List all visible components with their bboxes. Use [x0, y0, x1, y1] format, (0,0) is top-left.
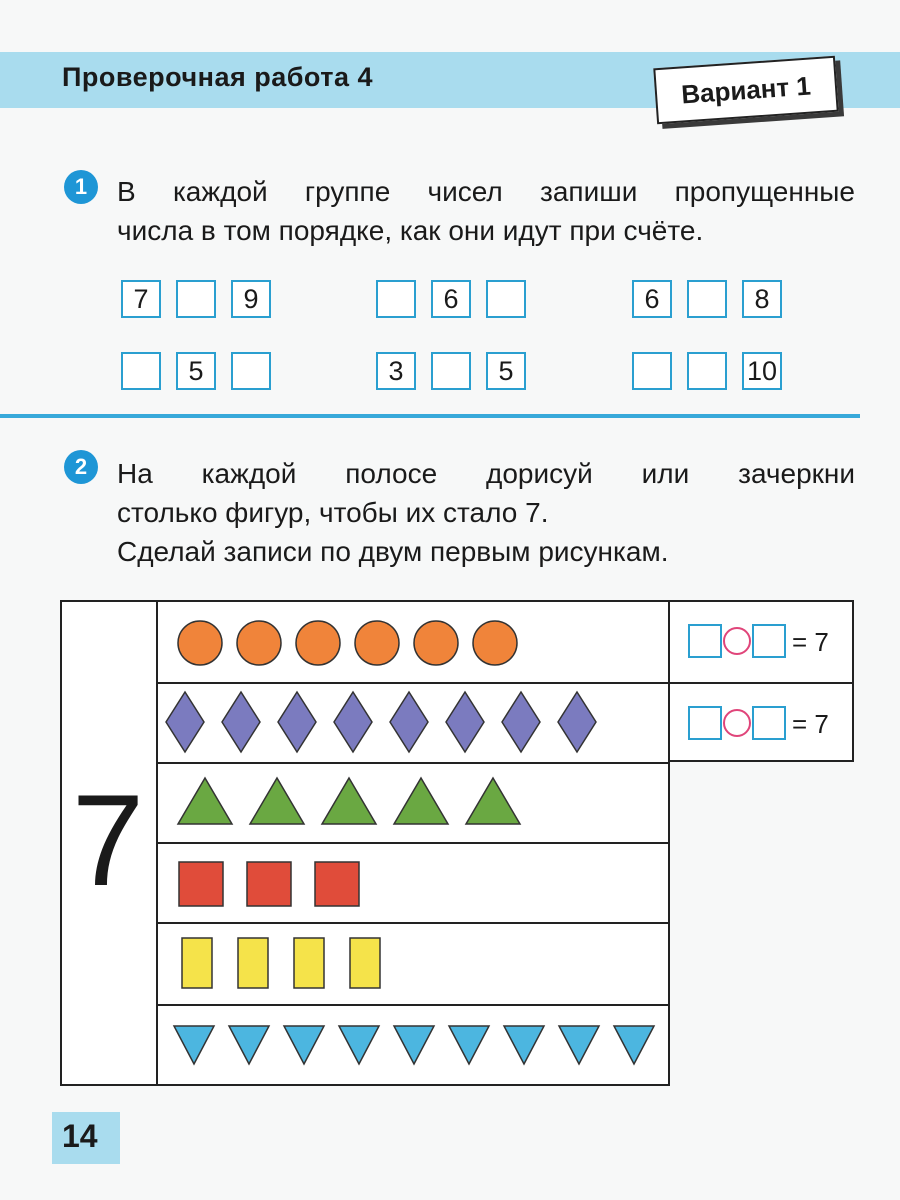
diamond-shape	[166, 692, 204, 752]
number-box[interactable]: 7	[121, 280, 161, 318]
square-shape	[247, 862, 291, 906]
triangle-down-shape	[504, 1026, 544, 1064]
triangle-down-shape	[614, 1026, 654, 1064]
triangle-down-shape	[174, 1026, 214, 1064]
circle-shape	[355, 621, 399, 665]
page-number: 14	[62, 1118, 98, 1154]
number-box[interactable]: 10	[742, 352, 782, 390]
rectangle-shape	[294, 938, 324, 988]
number-box[interactable]: 3	[376, 352, 416, 390]
triangle-shape	[394, 778, 448, 824]
diamond-shape	[502, 692, 540, 752]
rectangle-shape	[350, 938, 380, 988]
equation-cell[interactable]	[752, 624, 786, 658]
triangle-down-shape	[559, 1026, 599, 1064]
equation-result: = 7	[792, 627, 829, 657]
triangle-down-shape	[284, 1026, 324, 1064]
task-2-number-badge: 2	[64, 450, 98, 484]
task-1-number-badge: 1	[64, 170, 98, 204]
page-title: Проверочная работа 4	[62, 62, 373, 92]
number-box[interactable]: 6	[632, 280, 672, 318]
target-number: 7	[71, 767, 145, 913]
equation-cell[interactable]	[688, 706, 722, 740]
equation-divider	[668, 682, 854, 684]
equation-sign-circle[interactable]	[723, 709, 751, 737]
equation-sign-circle[interactable]	[723, 627, 751, 655]
triangle-shape	[466, 778, 520, 824]
square-shape	[315, 862, 359, 906]
square-shape	[179, 862, 223, 906]
circle-shape	[473, 621, 517, 665]
triangle-shape	[322, 778, 376, 824]
circle-shape	[237, 621, 281, 665]
task-1-line-1: В каждой группе чисел запиши пропущенные	[117, 176, 855, 207]
diamond-shape	[390, 692, 428, 752]
circle-shape	[296, 621, 340, 665]
task-2-line-3: Сделай записи по двум первым рисункам.	[117, 536, 669, 567]
diamond-shape	[278, 692, 316, 752]
triangle-down-shape	[339, 1026, 379, 1064]
diamond-shape	[222, 692, 260, 752]
triangle-down-shape	[449, 1026, 489, 1064]
number-box[interactable]: 6	[431, 280, 471, 318]
diamond-shape	[446, 692, 484, 752]
triangle-shape	[178, 778, 232, 824]
triangle-down-shape	[394, 1026, 434, 1064]
triangle-down-shape	[229, 1026, 269, 1064]
equation-result: = 7	[792, 709, 829, 739]
task-2-line-1: На каждой полосе дорисуй или зачеркни	[117, 458, 855, 489]
number-box[interactable]: 5	[176, 352, 216, 390]
diamond-shape	[558, 692, 596, 752]
diamond-shape	[334, 692, 372, 752]
number-box[interactable]: 8	[742, 280, 782, 318]
task-2-line-2: столько фигур, чтобы их стало 7.	[117, 497, 549, 528]
task-1-line-2: числа в том порядке, как они идут при счёте.	[117, 215, 704, 246]
circle-shape	[178, 621, 222, 665]
equation-cell[interactable]	[752, 706, 786, 740]
number-box[interactable]: 5	[486, 352, 526, 390]
circle-shape	[414, 621, 458, 665]
triangle-shape	[250, 778, 304, 824]
rectangle-shape	[182, 938, 212, 988]
number-box[interactable]: 9	[231, 280, 271, 318]
rectangle-shape	[238, 938, 268, 988]
equation-cell[interactable]	[688, 624, 722, 658]
variant-badge: Вариант 1	[653, 56, 838, 125]
